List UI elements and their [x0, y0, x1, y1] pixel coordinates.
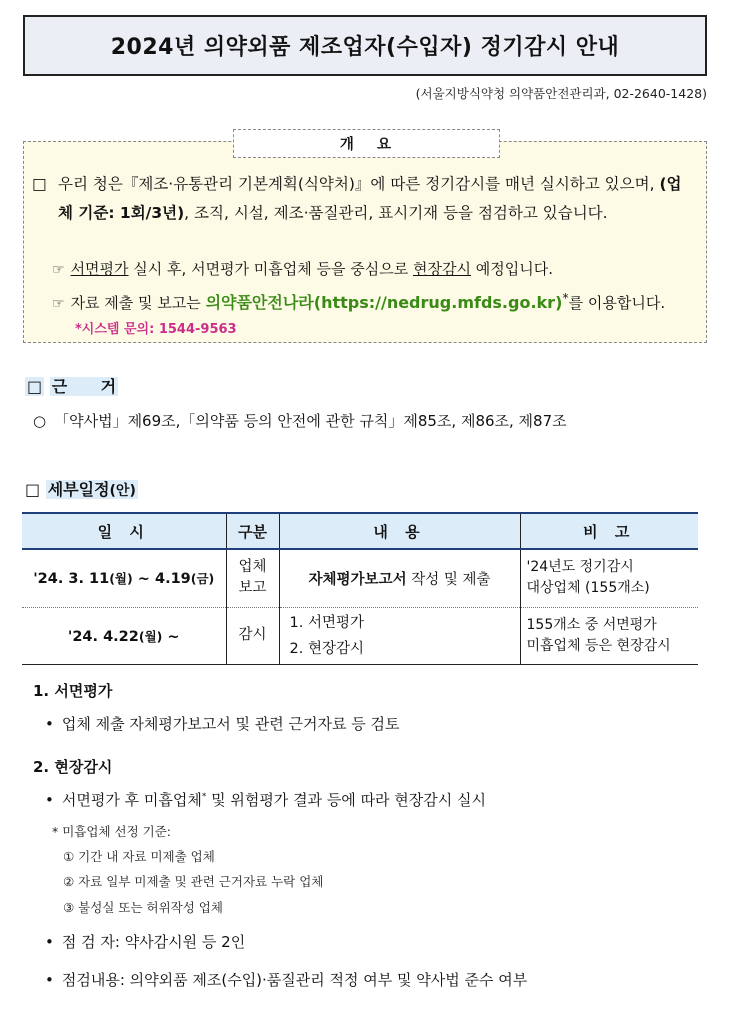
- row2-type: 감시: [226, 607, 279, 664]
- overview-text-bold: (업체 기준: 1회/3년): [58, 175, 682, 222]
- col-date: 일 시: [22, 513, 226, 549]
- criteria-title: * 미흡업체 선정 기준:: [52, 824, 171, 839]
- col-type: 구분: [226, 513, 279, 549]
- criteria-item: ① 기간 내 자료 미제출 업체: [63, 849, 215, 864]
- inspection-content-bullet: • 점검내용: 의약외품 제조(수입)·품질관리 적정 여부 및 약사법 준수 여부: [45, 971, 528, 989]
- item1-mid: 실시 후, 서면평가 미흡업체 등을 중심으로: [128, 260, 414, 278]
- overview-item-1: [52, 258, 553, 279]
- basis-box-icon: □: [27, 377, 43, 396]
- row2-content: 1. 서면평가 2. 현장감시: [279, 607, 520, 664]
- basis-text: [33, 410, 567, 431]
- overview-text-a: 우리 청은『제조·유통관리 기본계획(식약처)』에 따른 정기감시를 매년 실시하고 있으며,: [58, 175, 655, 193]
- pointing-hand-icon: ☞: [52, 296, 65, 312]
- table-header-row: [22, 513, 698, 549]
- schedule-heading: [25, 477, 138, 500]
- schedule-heading-text: 세부일정(안): [47, 480, 136, 499]
- row2-note: 155개소 중 서면평가 미흡업체 등은 현장감시: [520, 607, 698, 664]
- schedule-box-icon: □: [25, 480, 41, 499]
- overview-text-b: , 조직, 시설, 제조·품질관리, 표시기재 등을 점검하고 있습니다.: [184, 204, 608, 222]
- row1-type: 업체 보고: [226, 549, 279, 607]
- basis-heading-text: 근 거: [51, 377, 117, 396]
- col-note: 비 고: [520, 513, 698, 549]
- circle-bullet-icon: ○: [33, 412, 47, 430]
- page-title-text: 2024년 의약외품 제조업자(수입자) 정기감시 안내: [110, 35, 620, 60]
- item2-sup: *: [562, 290, 569, 305]
- table-row: [22, 549, 698, 607]
- schedule-table: [22, 512, 698, 665]
- checkbox-square-icon: □: [32, 175, 47, 193]
- onsite-inspection-bullet: • 서면평가 후 미흡업체* 및 위험평가 결과 등에 따라 현장감시 실시: [45, 791, 487, 809]
- criteria-item: ③ 불성실 또는 허위작성 업체: [63, 900, 223, 915]
- system-contact: *시스템 문의: 1544-9563: [75, 322, 237, 337]
- inspectors-bullet: • 점 검 자: 약사감시원 등 2인: [45, 933, 246, 951]
- department-contact: (서울지방식약청 의약품안전관리과, 02-2640-1428): [415, 86, 707, 101]
- item2-a: 자료 제출 및 보고는: [70, 294, 206, 312]
- row1-content: 자체평가보고서 작성 및 제출: [279, 549, 520, 607]
- col-content: 내 용: [279, 513, 520, 549]
- item1-end: 예정입니다.: [470, 260, 553, 278]
- basis-law: 「약사법」제69조,「의약품 등의 안전에 관한 규칙」제85조, 제86조, 제87조: [54, 412, 567, 430]
- item2-b: 를 이용합니다.: [568, 294, 666, 312]
- table-row: [22, 607, 698, 664]
- row1-note: '24년도 정기감시 대상업체 (155개소): [520, 549, 698, 607]
- item1-underline-2: 현장감시: [413, 260, 471, 278]
- item1-underline-1: 서면평가: [70, 260, 129, 278]
- overview-paragraph: [32, 170, 692, 228]
- written-evaluation-bullet: • 업체 제출 자체평가보고서 및 관련 근거자료 등 검토: [45, 715, 400, 733]
- overview-tab: [233, 129, 500, 158]
- pointing-hand-icon: ☞: [52, 262, 65, 278]
- row2-date: '24. 4.22(월) ~: [22, 607, 226, 664]
- page-title: [23, 15, 707, 76]
- overview-tab-label: 개 요: [339, 137, 394, 153]
- nedrug-link[interactable]: 의약품안전나라(https://nedrug.mfds.go.kr): [205, 293, 563, 312]
- section-onsite-inspection: 2. 현장감시: [33, 758, 113, 776]
- criteria-item: ② 자료 일부 미제출 및 관련 근거자료 누락 업체: [63, 874, 324, 889]
- basis-heading: [25, 374, 118, 397]
- row1-date: '24. 3. 11(월) ~ 4.19(금): [22, 549, 226, 607]
- overview-item-2: [52, 290, 665, 313]
- section-written-evaluation: 1. 서면평가: [33, 682, 113, 700]
